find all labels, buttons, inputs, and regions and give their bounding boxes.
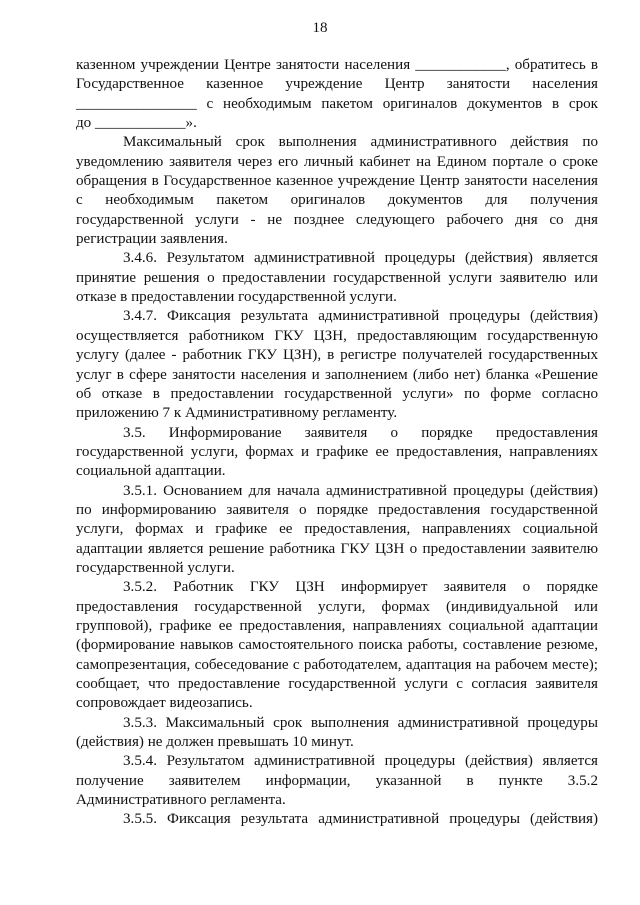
text-line: государственной услуги, формах и графике ее предоставления, направлениях bbox=[76, 443, 598, 460]
text-line: по информированию заявителя о порядке предоставления государственной bbox=[76, 501, 598, 518]
text-line: 3.5.1. Основанием для начала административной процедуры (действия) bbox=[123, 482, 598, 499]
text-line: обращения в Государственное казенное учреждение Центр занятости населения bbox=[76, 173, 598, 190]
text-line: Государственное казенное учреждение Центр занятости населения bbox=[76, 76, 598, 93]
text-line: регистрации заявления. bbox=[76, 231, 228, 248]
paragraph bbox=[76, 810, 598, 829]
text-line: ________________ с необходимым пакетом оригиналов документов в срок bbox=[76, 95, 598, 112]
text-line: отказе в предоставлении государственной услуги. bbox=[76, 289, 397, 306]
text-line: адаптации является решение работника ГКУ ЦЗН о предоставлении заявителю bbox=[76, 540, 598, 557]
paragraph bbox=[76, 714, 598, 753]
paragraph bbox=[76, 482, 598, 579]
text-line: уведомлению заявителя через его личный кабинет на Едином портале о сроке bbox=[76, 153, 598, 170]
text-line: 3.5.4. Результатом административной процедуры (действия) является bbox=[123, 753, 598, 770]
text-line: 3.4.6. Результатом административной процедуры (действия) является bbox=[123, 250, 598, 267]
text-line: предоставления государственной услуги, формах (индивидуальной или bbox=[76, 598, 598, 615]
text-line: с необходимым пакетом оригиналов документов для получения bbox=[76, 192, 598, 209]
paragraph bbox=[76, 56, 598, 133]
document-body bbox=[76, 56, 598, 830]
paragraph bbox=[76, 752, 598, 810]
text-line: Административного регламента. bbox=[76, 792, 286, 809]
text-line: услуги, формах и графике ее предоставления, направлениях социальной bbox=[76, 521, 598, 538]
paragraph bbox=[76, 578, 598, 713]
text-line: самопрезентация, собеседование с работодателем, адаптация на рабочем месте); bbox=[76, 656, 598, 673]
text-line: получение заявителем информации, указанной в пункте 3.5.2 bbox=[76, 772, 598, 789]
text-line: 3.4.7. Фиксация результата административной процедуры (действия) bbox=[123, 308, 598, 325]
text-line: (формирование навыков самостоятельного поиска работы, составление резюме, bbox=[76, 637, 598, 654]
text-line: Максимальный срок выполнения административного действия по bbox=[123, 134, 598, 151]
text-line: приложению 7 к Административному регламенту. bbox=[76, 405, 398, 422]
text-line: 3.5. Информирование заявителя о порядке предоставления bbox=[123, 424, 598, 441]
text-line: до ____________». bbox=[76, 115, 197, 132]
text-line: 3.5.2. Работник ГКУ ЦЗН информирует заявителя о порядке bbox=[123, 579, 598, 596]
text-line: сопровождает видеозапись. bbox=[76, 695, 253, 712]
text-line: принятие решения о предоставлении государственной услуги заявителю или bbox=[76, 269, 598, 286]
text-line: государственной услуги - не позднее следующего рабочего дня со дня bbox=[76, 211, 598, 228]
text-line: услуг в сфере занятости населения и заполнением (либо нет) бланка «Решение bbox=[76, 366, 598, 383]
text-line: 3.5.3. Максимальный срок выполнения административной процедуры bbox=[123, 714, 598, 731]
text-line: казенном учреждении Центре занятости населения ____________, обратитесь в bbox=[76, 57, 598, 73]
paragraph bbox=[76, 307, 598, 423]
page-number: 18 bbox=[312, 20, 328, 36]
text-line: услугу (далее - работник ГКУ ЦЗН), в регистре получателей государственных bbox=[76, 347, 598, 364]
text-line: групповой), графике ее предоставления, направлениях социальной адаптации bbox=[76, 617, 598, 634]
text-line: сообщает, что предоставление государственной услуги с согласия заявителя bbox=[76, 676, 598, 692]
text-line: осуществляется работником ГКУ ЦЗН, предоставляющим государственную bbox=[76, 327, 598, 344]
text-line: государственной услуги. bbox=[76, 559, 235, 576]
text-line: об отказе в предоставлении государственной услуги» по форме согласно bbox=[76, 385, 598, 402]
paragraph bbox=[76, 249, 598, 307]
text-line: (действия) не должен превышать 10 минут. bbox=[76, 734, 354, 751]
paragraph bbox=[76, 424, 598, 482]
text-line: 3.5.5. Фиксация результата административной процедуры (действия) bbox=[123, 811, 598, 828]
paragraph bbox=[76, 133, 598, 249]
text-line: социальной адаптации. bbox=[76, 463, 226, 480]
